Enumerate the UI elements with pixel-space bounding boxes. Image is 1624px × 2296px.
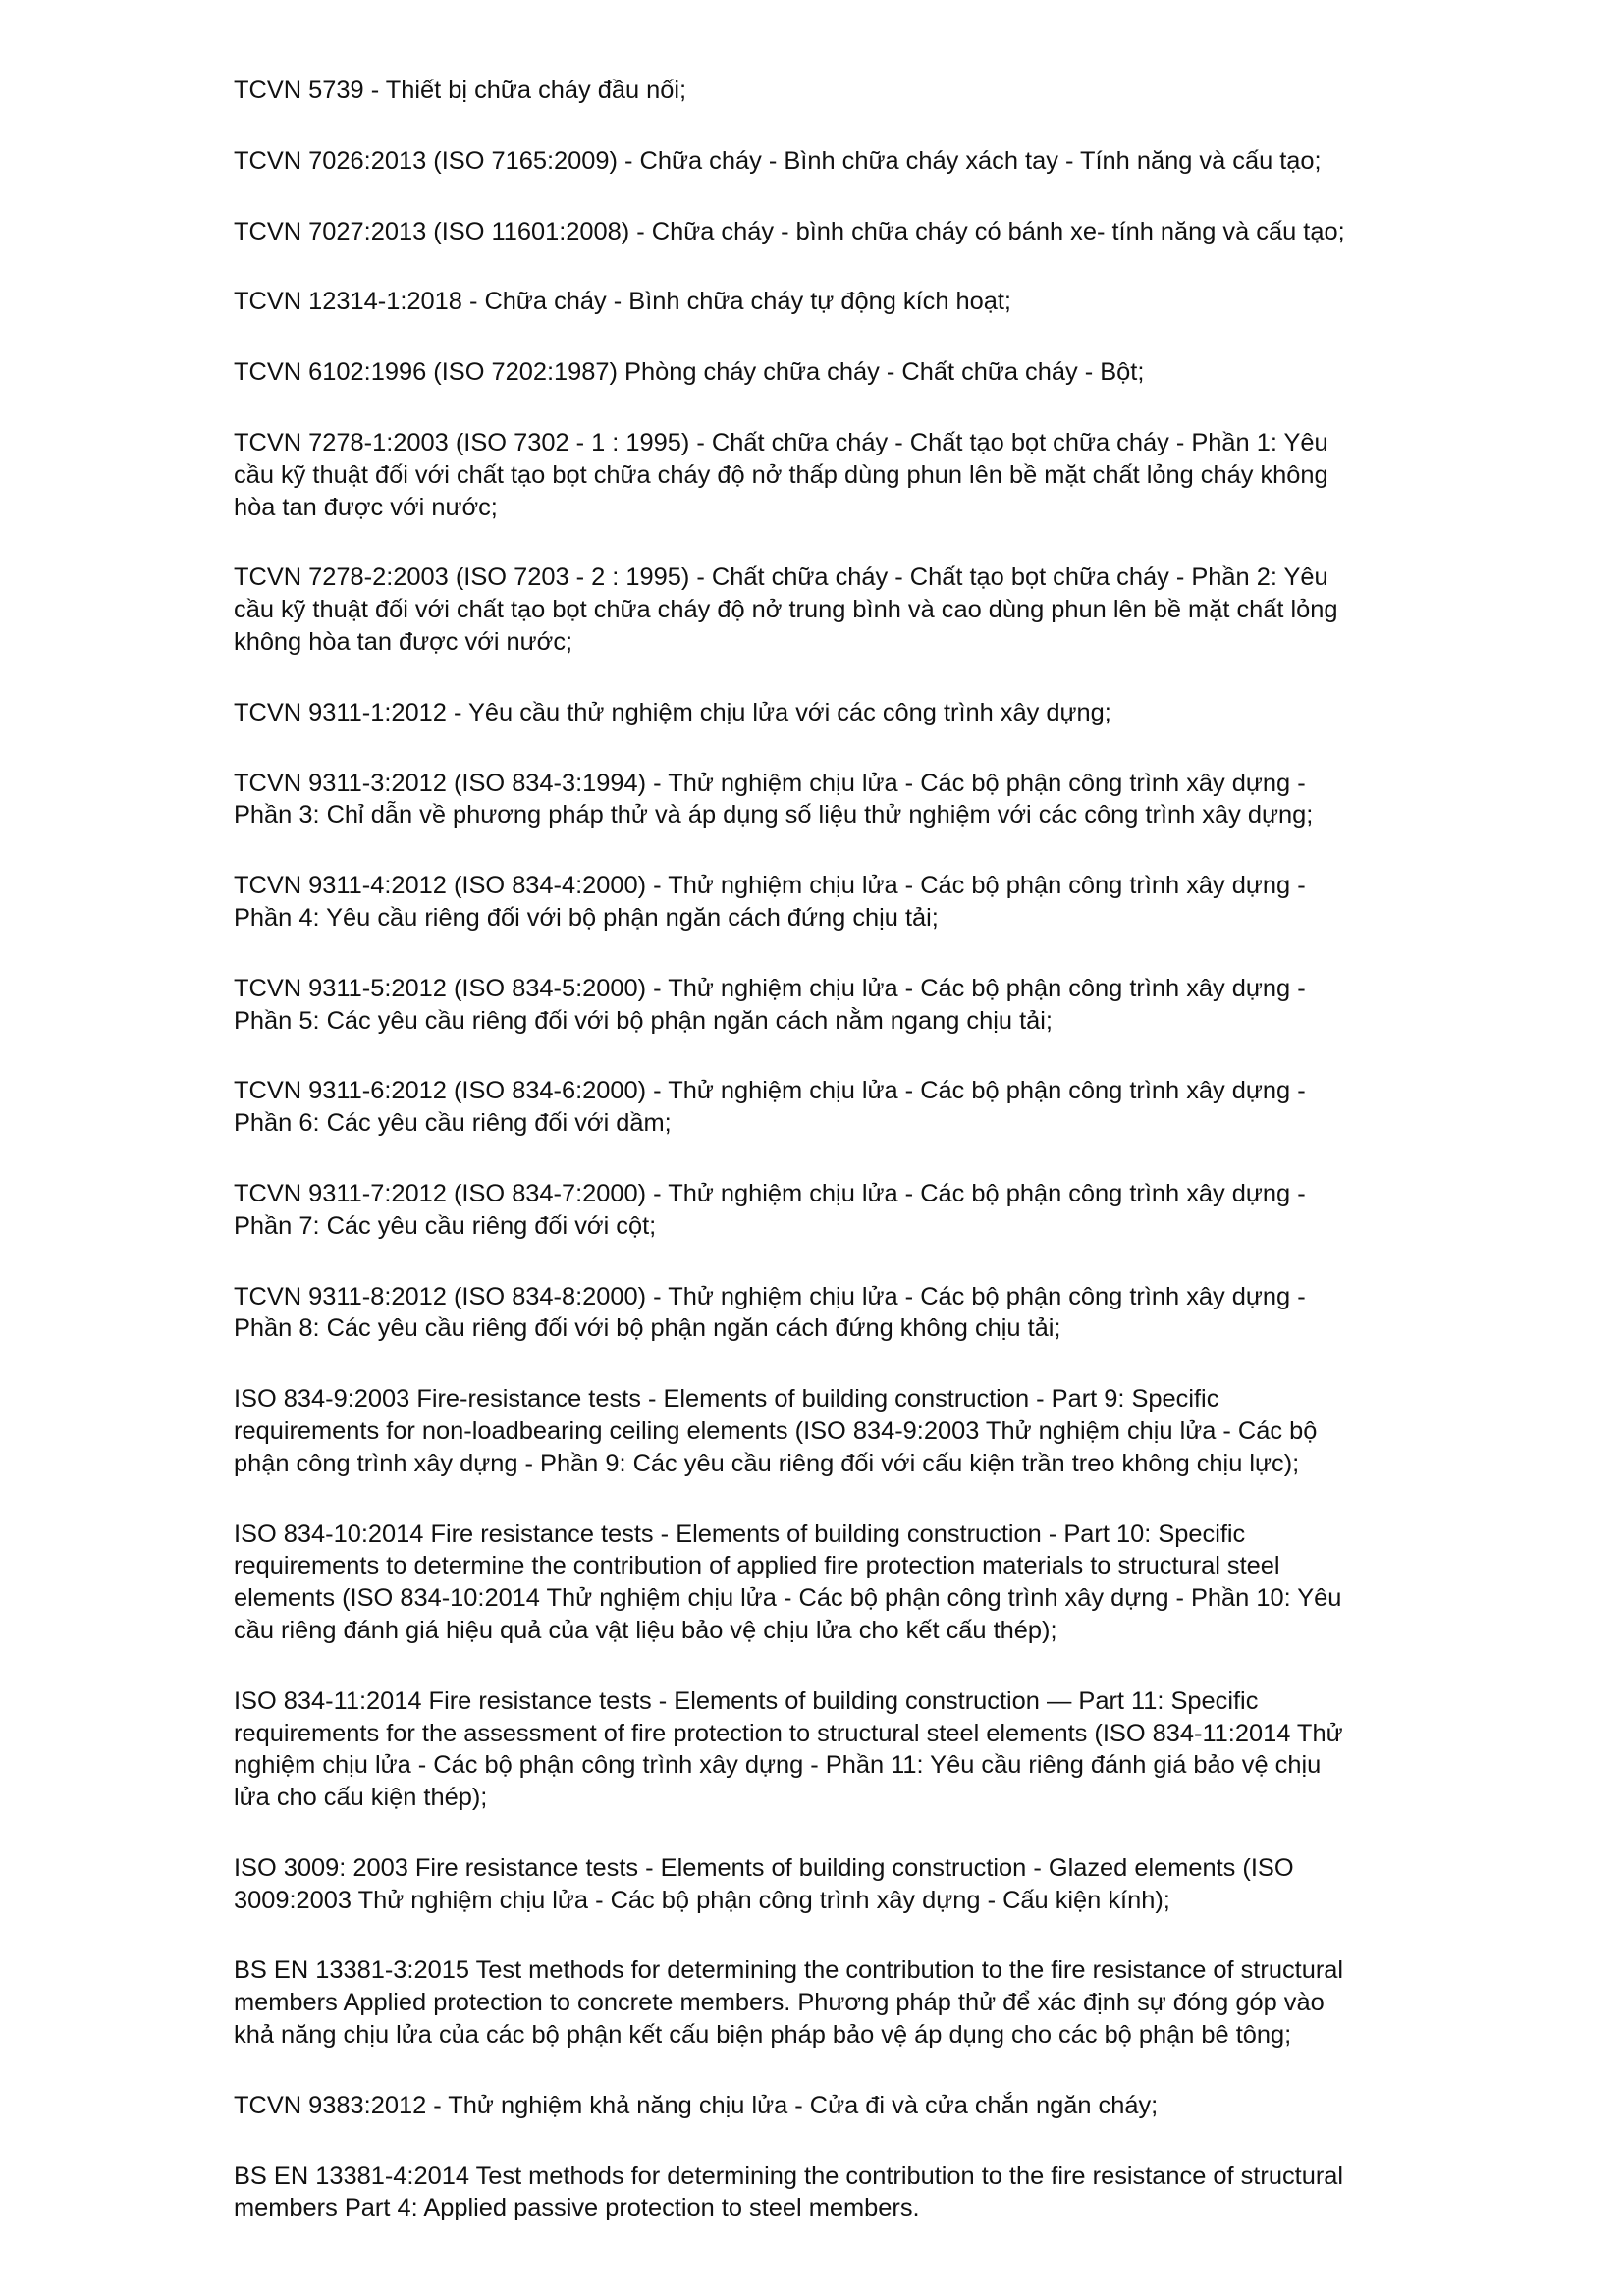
reference-item: TCVN 7278-1:2003 (ISO 7302 - 1 : 1995) - Chất chữa cháy - Chất tạo bọt chữa cháy - Phần 1: Yêu cầu kỹ thuật đối với chất tạo bọt chữa cháy độ nở thấp dùng phun lên bề mặt chất lỏng cháy không hòa tan được với nước; [234, 428, 1328, 521]
reference-item: TCVN 7026:2013 (ISO 7165:2009) - Chữa cháy - Bình chữa cháy xách tay - Tính năng và cấu tạo; [234, 146, 1322, 175]
reference-item: TCVN 9311-6:2012 (ISO 834-6:2000) - Thử nghiệm chịu lửa - Các bộ phận công trình xây dựng - Phần 6: Các yêu cầu riêng đối với dầm; [234, 1077, 1306, 1138]
reference-item: TCVN 9311-1:2012 - Yêu cầu thử nghiệm chịu lửa với các công trình xây dựng; [234, 698, 1111, 726]
reference-item: TCVN 7278-2:2003 (ISO 7203 - 2 : 1995) - Chất chữa cháy - Chất tạo bọt chữa cháy - Phần 2: Yêu cầu kỹ thuật đối với chất tạo bọt chữa cháy độ nở trung bình và cao dùng phun lên bề mặt chất lỏng không hòa tan được với nước; [234, 563, 1338, 656]
reference-item: BS EN 13381-4:2014 Test methods for determining the contribution to the fire resistance of structural members Part 4: Applied passive protection to steel members. [234, 2162, 1344, 2222]
reference-item: ISO 834-9:2003 Fire-resistance tests - Elements of building construction - Part 9: Specific requirements for non-loadbearing ceiling elements (ISO 834-9:2003 Thử nghiệm chịu lửa - Các bộ phận công trình xây dựng - Phần 9: Các yêu cầu riêng đối với cấu kiện trần treo không chịu lực); [234, 1385, 1318, 1477]
reference-item: TCVN 9311-3:2012 (ISO 834-3:1994) - Thử nghiệm chịu lửa - Các bộ phận công trình xây dựng - Phần 3: Chỉ dẫn về phương pháp thử và áp dụng số liệu thử nghiệm với các công trình xây dựng; [234, 769, 1314, 829]
reference-item: TCVN 9311-8:2012 (ISO 834-8:2000) - Thử nghiệm chịu lửa - Các bộ phận công trình xây dựng - Phần 8: Các yêu cầu riêng đối với bộ phận ngăn cách đứng không chịu tải; [234, 1282, 1306, 1343]
reference-item: ISO 834-11:2014 Fire resistance tests - Elements of building construction — Part 11: Specific requirements for the assessment of fire protection to structural steel elements (ISO 834-11:2014 Thử nghiệm chịu lửa - Các bộ phận công trình xây dựng - Phần 11: Yêu cầu riêng đánh giá bảo vệ chịu lửa cho cấu kiện thép); [234, 1686, 1343, 1812]
reference-item: TCVN 9311-4:2012 (ISO 834-4:2000) - Thử nghiệm chịu lửa - Các bộ phận công trình xây dựng - Phần 4: Yêu cầu riêng đối với bộ phận ngăn cách đứng chịu tải; [234, 872, 1306, 932]
reference-item: TCVN 9311-5:2012 (ISO 834-5:2000) - Thử nghiệm chịu lửa - Các bộ phận công trình xây dựng - Phần 5: Các yêu cầu riêng đối với bộ phận ngăn cách nằm ngang chịu tải; [234, 974, 1306, 1035]
reference-item: BS EN 13381-3:2015 Test methods for determining the contribution to the fire resistance of structural members Applied protection to concrete members. Phương pháp thử để xác định sự đóng góp vào khả năng chịu lửa của các bộ phận kết cấu biện pháp bảo vệ áp dụng cho các bộ phận bê tông; [234, 1956, 1344, 2050]
reference-item: ISO 3009: 2003 Fire resistance tests - Elements of building construction - Glazed elements (ISO 3009:2003 Thử nghiệm chịu lửa - Các bộ phận công trình xây dựng - Cấu kiện kính); [234, 1853, 1294, 1914]
reference-item: TCVN 9311-7:2012 (ISO 834-7:2000) - Thử nghiệm chịu lửa - Các bộ phận công trình xây dựng - Phần 7: Các yêu cầu riêng đối với cột; [234, 1179, 1306, 1240]
reference-list [234, 75, 1471, 2263]
reference-item: TCVN 6102:1996 (ISO 7202:1987) Phòng cháy chữa cháy - Chất chữa cháy - Bột; [234, 358, 1145, 387]
reference-item: TCVN 9383:2012 - Thử nghiệm khả năng chịu lửa - Cửa đi và cửa chắn ngăn cháy; [234, 2091, 1159, 2119]
reference-item: TCVN 7027:2013 (ISO 11601:2008) - Chữa cháy - bình chữa cháy có bánh xe- tính năng và cấu tạo; [234, 217, 1345, 245]
reference-item: TCVN 5739 - Thiết bị chữa cháy đầu nối; [234, 77, 687, 104]
reference-item: TCVN 12314-1:2018 - Chữa cháy - Bình chữa cháy tự động kích hoạt; [234, 288, 1011, 316]
reference-item: ISO 834-10:2014 Fire resistance tests - Elements of building construction - Part 10: Specific requirements to determine the contribution of applied fire protection materials to structural steel elements (ISO 834-10:2014 Thử nghiệm chịu lửa - Các bộ phận công trình xây dựng - Phần 10: Yêu cầu riêng đánh giá hiệu quả của vật liệu bảo vệ chịu lửa cho kết cấu thép); [234, 1520, 1342, 1644]
